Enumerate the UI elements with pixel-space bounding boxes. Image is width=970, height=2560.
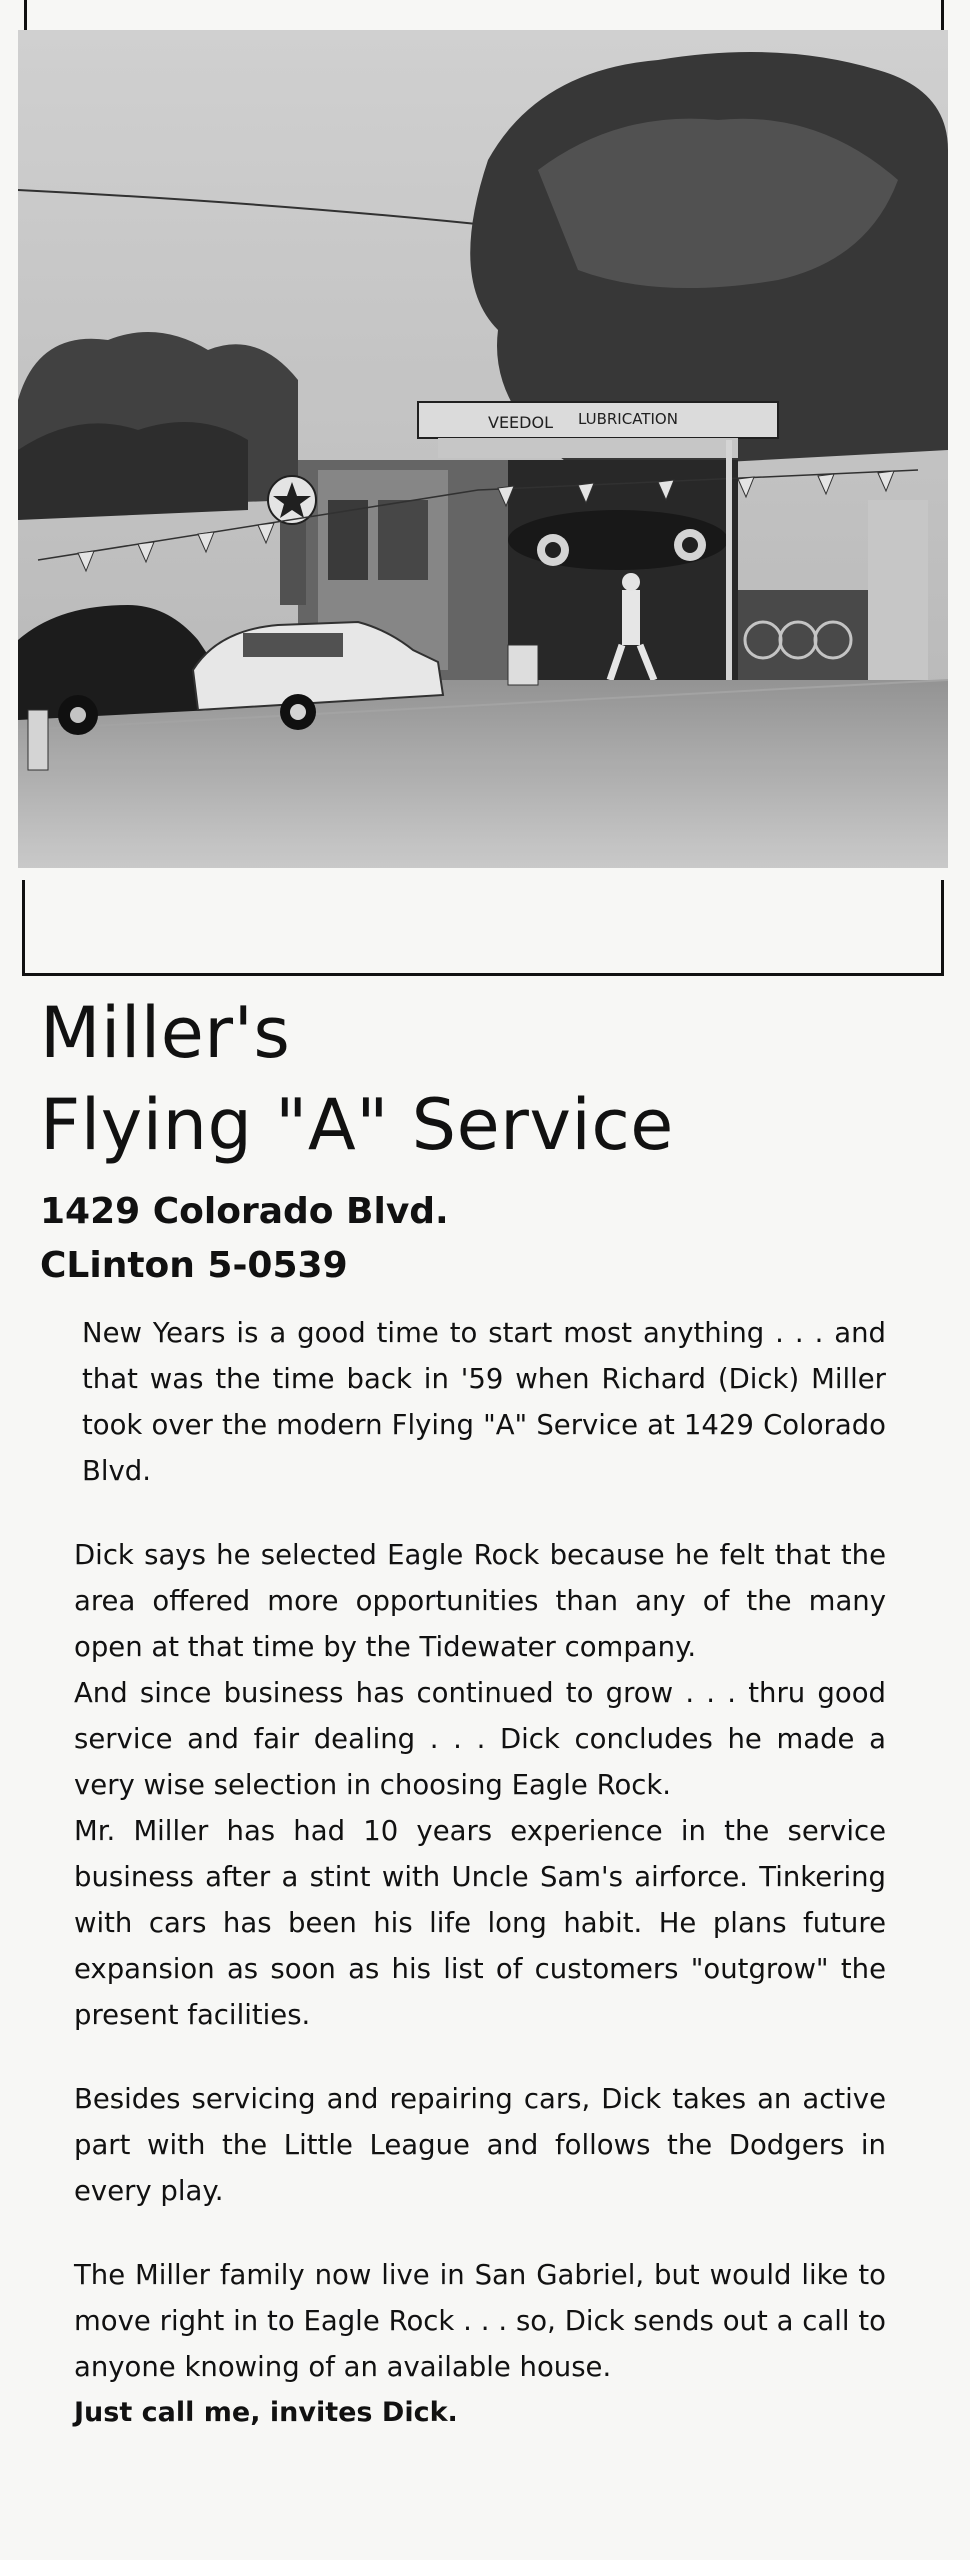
lubrication-sign: LUBRICATION [578,410,678,428]
closing-line: Just call me, invites Dick. [74,2397,458,2428]
headline-line-2: Flying "A" Service [40,1084,674,1166]
phone-number: CLinton 5-0539 [40,1245,348,1286]
veedol-sign: VEEDOL [488,413,553,432]
headline-line-1: Miller's [40,992,291,1074]
photo-frame-top [24,0,944,30]
service-station-photo [18,30,948,868]
paragraph-2: Dick says he selected Eagle Rock because he felt that the area offered more opportunities than any of the many open at that time by the Tidewater company. [74,1539,886,1663]
paragraph-1: New Years is a good time to start most anything . . . and that was the time back in '59 when Richard (Dick) Miller took over the modern Flying "A" Service at 1429 Colorado Blvd. [82,1317,886,1487]
paragraph-4: Mr. Miller has had 10 years experience in the service business after a stint with Uncle Sam's airforce. Tinkering with cars has been his life long habit. He plans future expansion as soon as his list of customers "outgrow" the present facilities. [74,1815,886,2031]
paragraph-3: And since business has continued to grow . . . thru good service and fair dealing . . . Dick concludes he made a very wise selection in choosing Eagle Rock. [74,1677,886,1801]
paragraph-6: The Miller family now live in San Gabriel, but would like to move right in to Eagle Rock . . . so, Dick sends out a call to anyone knowing of an available house. [74,2259,886,2383]
article-body [74,1310,886,2436]
photo-frame-bottom [22,880,944,976]
address: 1429 Colorado Blvd. [40,1191,449,1232]
paragraph-5: Besides servicing and repairing cars, Dick takes an active part with the Little League and follows the Dodgers in every play. [74,2083,886,2207]
